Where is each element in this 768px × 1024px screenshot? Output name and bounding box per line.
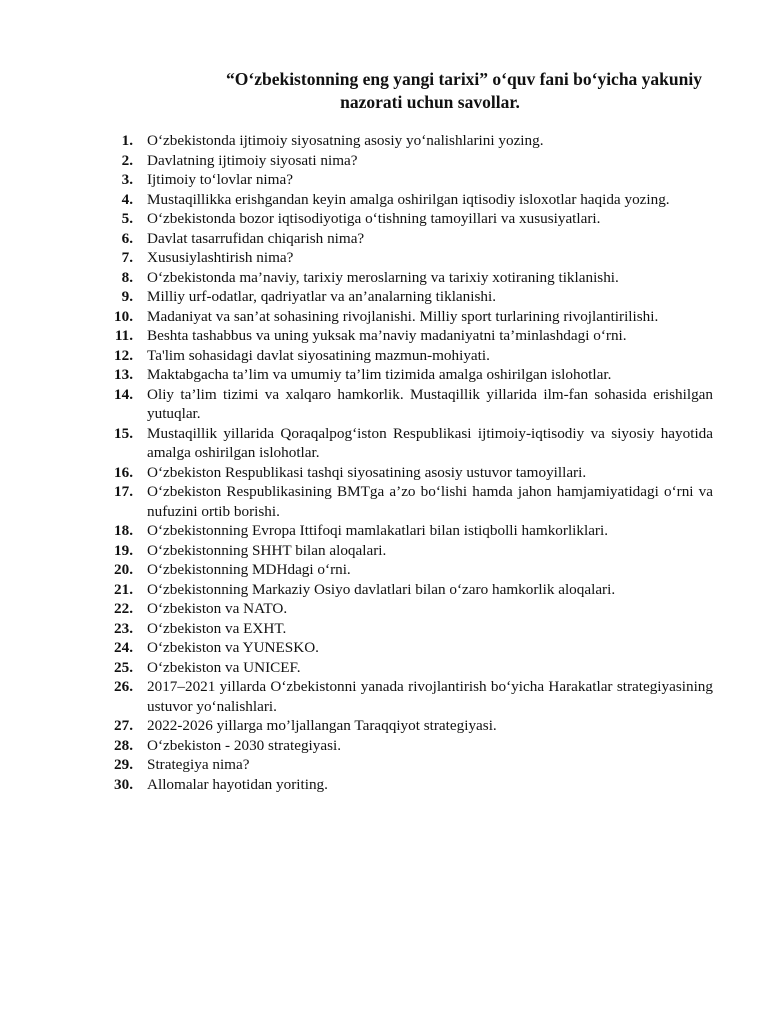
page-title: [100, 68, 760, 114]
question-item: [96, 209, 713, 229]
question-text: Mustaqillik yillarida Qoraqalpog‘iston Respublikasi ijtimoiy-iqtisodiy va siyosiy hayotida amalga oshirilgan islohotlar.: [147, 424, 713, 461]
question-number: 29.: [114, 756, 133, 773]
question-text: Oliy ta’lim tizimi va xalqaro hamkorlik. Mustaqillik yillarida ilm-fan sohasida erishilgan yutuqlar.: [147, 385, 713, 422]
question-item: [96, 385, 713, 424]
question-item: [96, 482, 713, 521]
question-number: 14.: [114, 385, 133, 403]
question-text: O‘zbekistonning MDHdagi o‘rni.: [147, 561, 351, 578]
question-number: 12.: [114, 346, 133, 364]
question-text: O‘zbekistonning Markaziy Osiyo davlatlari bilan o‘zaro hamkorlik aloqalari.: [147, 580, 616, 598]
question-item: [96, 365, 713, 385]
question-number: 17.: [114, 483, 133, 500]
question-item: [96, 248, 713, 268]
question-item: [96, 755, 713, 775]
question-item: [96, 170, 713, 190]
question-text: O‘zbekiston va YUNESKO.: [147, 639, 319, 656]
question-item: [96, 658, 713, 678]
question-item: [96, 151, 713, 171]
question-number: 30.: [114, 775, 133, 793]
question-text: O‘zbekiston Respublikasi tashqi siyosatining asosiy ustuvor tamoyillari.: [147, 463, 587, 481]
question-number: 22.: [114, 600, 133, 617]
question-number: 9.: [121, 288, 133, 305]
question-list: [96, 131, 713, 794]
question-text: Madaniyat va san’at sohasining rivojlanishi. Milliy sport turlarining rivojlantirilishi.: [147, 307, 659, 325]
question-item: [96, 599, 713, 619]
question-item: [96, 229, 713, 249]
question-number: 20.: [114, 561, 133, 578]
question-number: 23.: [114, 619, 133, 637]
question-text: O‘zbekistonning Evropa Ittifoqi mamlakatlari bilan istiqbolli hamkorliklari.: [147, 522, 609, 539]
title-line-1: “O‘zbekistonning eng yangi tarixi” o‘quv fani bo‘yicha yakuniy: [226, 69, 702, 89]
question-item: [96, 619, 713, 639]
question-number: 15.: [114, 424, 133, 442]
question-number: 13.: [114, 366, 133, 383]
question-text: O‘zbekiston Respublikasining BMTga a’zo bo‘lishi hamda jahon hamjamiyatidagi o‘rni va nufuzini ortib borishi.: [147, 483, 713, 520]
question-number: 28.: [114, 736, 133, 754]
question-number: 2.: [121, 151, 133, 169]
question-number: 21.: [114, 580, 133, 598]
question-number: 24.: [114, 639, 133, 656]
question-item: [96, 463, 713, 483]
question-number: 6.: [121, 229, 133, 247]
question-number: 27.: [114, 717, 133, 734]
question-item: [96, 307, 713, 327]
question-item: [96, 638, 713, 658]
question-text: O‘zbekistonning SHHT bilan aloqalari.: [147, 541, 387, 559]
question-text: Davlatning ijtimoiy siyosati nima?: [147, 151, 358, 169]
question-text: O‘zbekistonda ijtimoiy siyosatning asosiy yo‘nalishlarini yozing.: [147, 132, 544, 149]
question-text: O‘zbekiston va EXHT.: [147, 619, 287, 637]
question-text: O‘zbekistonda ma’naviy, tarixiy meroslarning va tarixiy xotiraning tiklanishi.: [147, 268, 619, 286]
question-text: 2022-2026 yillarga mo’ljallangan Taraqqiyot strategiyasi.: [147, 717, 497, 734]
question-text: Ta'lim sohasidagi davlat siyosatining mazmun-mohiyati.: [147, 346, 490, 364]
question-text: Mustaqillikka erishgandan keyin amalga oshirilgan iqtisodiy isloxotlar haqida yozing.: [147, 190, 670, 208]
question-text: O‘zbekiston - 2030 strategiyasi.: [147, 736, 342, 754]
question-item: [96, 736, 713, 756]
question-number: 19.: [114, 541, 133, 559]
question-text: Davlat tasarrufidan chiqarish nima?: [147, 229, 365, 247]
question-number: 4.: [121, 190, 133, 208]
question-item: [96, 424, 713, 463]
question-item: [96, 326, 713, 346]
question-text: Allomalar hayotidan yoriting.: [147, 775, 328, 793]
question-item: [96, 521, 713, 541]
question-item: [96, 541, 713, 561]
question-number: 10.: [114, 307, 133, 325]
question-text: O‘zbekiston va UNICEF.: [147, 658, 301, 676]
question-item: [96, 268, 713, 288]
question-item: [96, 560, 713, 580]
question-text: Maktabgacha ta’lim va umumiy ta’lim tizimida amalga oshirilgan islohotlar.: [147, 366, 612, 383]
question-number: 5.: [121, 210, 133, 227]
question-text: O‘zbekistonda bozor iqtisodiyotiga o‘tishning tamoyillari va xususiyatlari.: [147, 210, 601, 227]
question-number: 8.: [121, 268, 133, 286]
question-number: 16.: [114, 463, 133, 481]
question-number: 18.: [114, 522, 133, 539]
question-text: 2017–2021 yillarda O‘zbekistonni yanada rivojlantirish bo‘yicha Harakatlar strategiyasining ustuvor yo‘nalishlari.: [147, 678, 713, 715]
question-text: Ijtimoiy to‘lovlar nima?: [147, 171, 293, 188]
question-text: Beshta tashabbus va uning yuksak ma’naviy madaniyatni ta’minlashdagi o‘rni.: [147, 327, 627, 344]
question-number: 3.: [121, 171, 133, 188]
question-item: [96, 580, 713, 600]
question-item: [96, 775, 713, 795]
question-number: 11.: [114, 327, 133, 344]
question-item: [96, 287, 713, 307]
question-text: Xususiylashtirish nima?: [147, 249, 294, 266]
question-item: [96, 716, 713, 736]
question-number: 7.: [121, 249, 133, 266]
question-text: Milliy urf-odatlar, qadriyatlar va an’analarning tiklanishi.: [147, 288, 497, 305]
question-number: 1.: [121, 132, 133, 149]
question-text: Strategiya nima?: [147, 756, 250, 773]
question-number: 26.: [114, 678, 133, 695]
question-item: [96, 131, 713, 151]
question-item: [96, 677, 713, 716]
question-text: O‘zbekiston va NATO.: [147, 600, 288, 617]
title-line-2: nazorati uchun savollar.: [340, 92, 520, 112]
question-item: [96, 346, 713, 366]
question-number: 25.: [114, 658, 133, 676]
question-item: [96, 190, 713, 210]
